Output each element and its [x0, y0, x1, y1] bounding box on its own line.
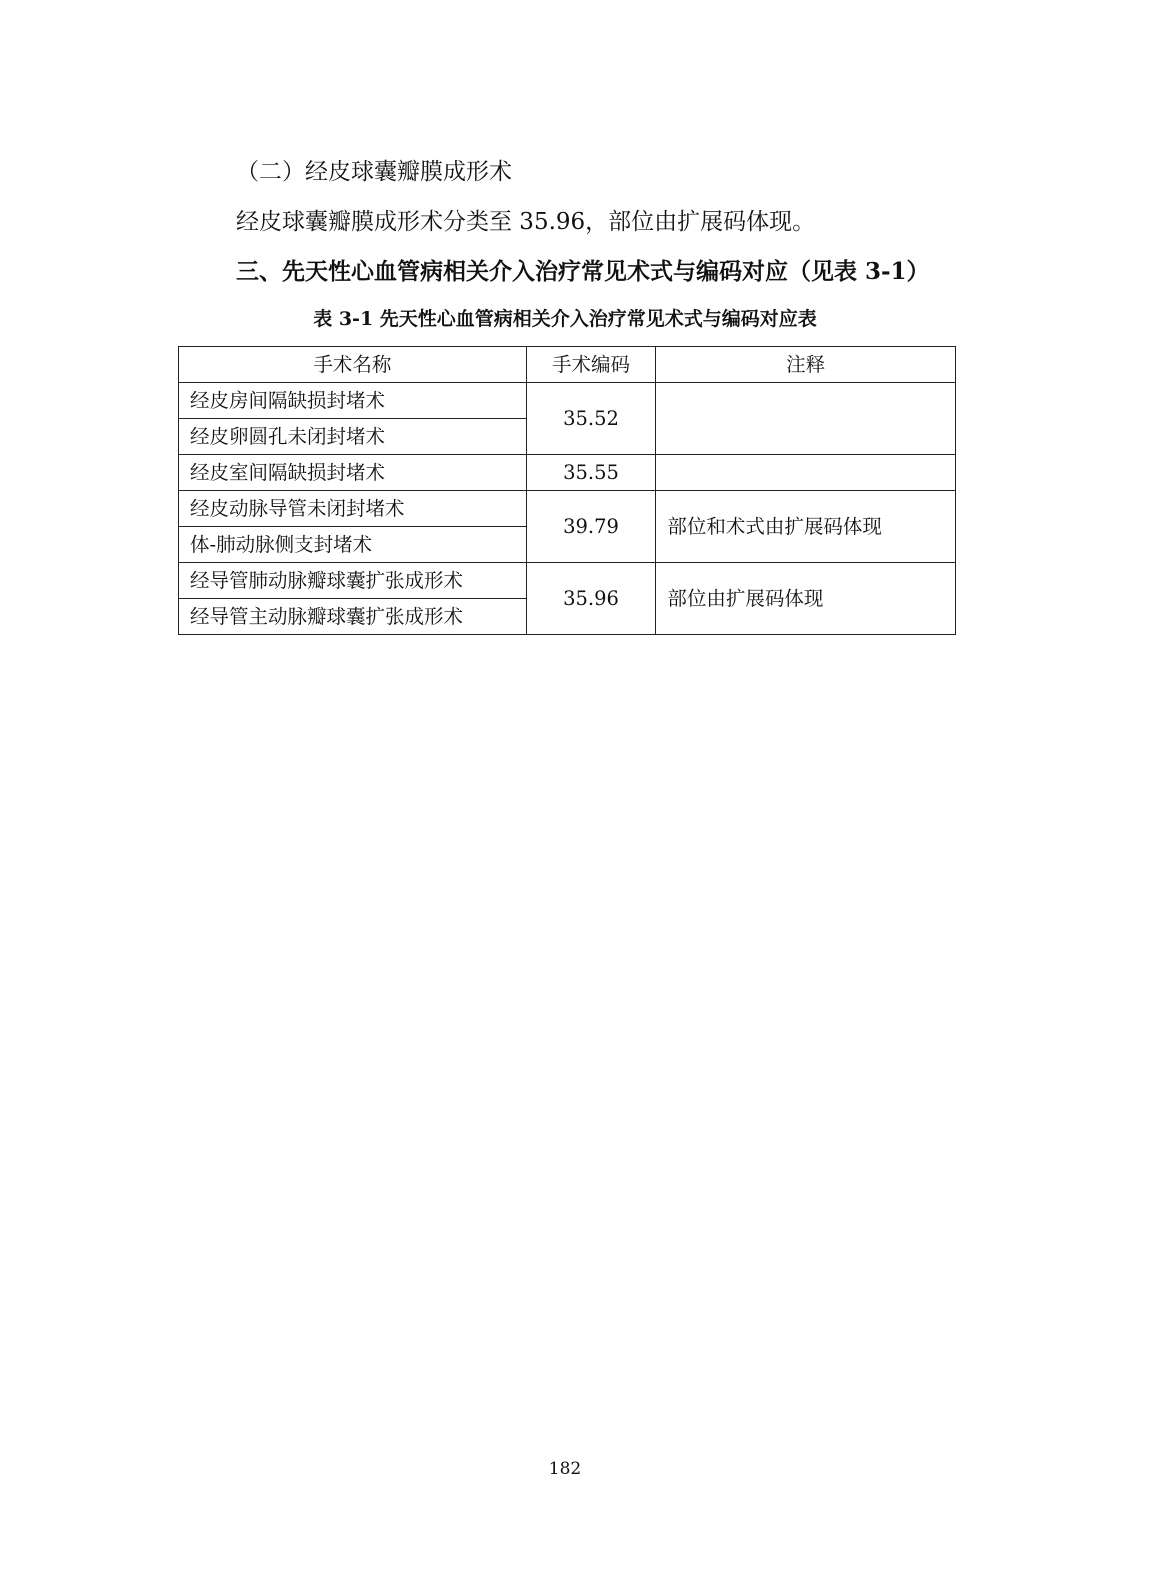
note-cell: [656, 455, 956, 491]
procedure-name-cell: 经皮室间隔缺损封堵术: [179, 455, 527, 491]
section-subheading: （二）经皮球囊瓣膜成形术: [236, 159, 512, 185]
header-note: 注释: [656, 347, 956, 383]
header-procedure-name: 手术名称: [179, 347, 527, 383]
table-row: [179, 455, 956, 491]
procedure-name-cell: 经皮房间隔缺损封堵术: [179, 383, 527, 419]
procedure-code-cell: 39.79: [526, 491, 656, 563]
table-row: [179, 383, 956, 419]
procedure-name-cell: 体-肺动脉侧支封堵术: [179, 527, 527, 563]
procedure-code-cell: 35.52: [526, 383, 656, 455]
procedure-code-cell: 35.96: [526, 563, 656, 635]
procedure-name-cell: 经皮动脉导管未闭封堵术: [179, 491, 527, 527]
table-caption: 表 3-1 先天性心血管病相关介入治疗常见术式与编码对应表: [313, 308, 817, 330]
note-cell: 部位和术式由扩展码体现: [656, 491, 956, 563]
body-paragraph: 经皮球囊瓣膜成形术分类至 35.96，部位由扩展码体现。: [236, 209, 816, 235]
procedure-name-cell: 经导管肺动脉瓣球囊扩张成形术: [179, 563, 527, 599]
table-header-row: [179, 347, 956, 383]
procedure-name-cell: 经导管主动脉瓣球囊扩张成形术: [179, 599, 527, 635]
note-cell: [656, 383, 956, 455]
procedure-code-table: [178, 346, 956, 635]
table-row: [179, 563, 956, 599]
note-cell: 部位由扩展码体现: [656, 563, 956, 635]
section-heading: 三、先天性心血管病相关介入治疗常见术式与编码对应（见表 3-1）: [236, 258, 930, 285]
table-row: [179, 491, 956, 527]
header-procedure-code: 手术编码: [526, 347, 656, 383]
procedure-name-cell: 经皮卵圆孔未闭封堵术: [179, 419, 527, 455]
procedure-code-cell: 35.55: [526, 455, 656, 491]
page-number: 182: [548, 1459, 582, 1479]
